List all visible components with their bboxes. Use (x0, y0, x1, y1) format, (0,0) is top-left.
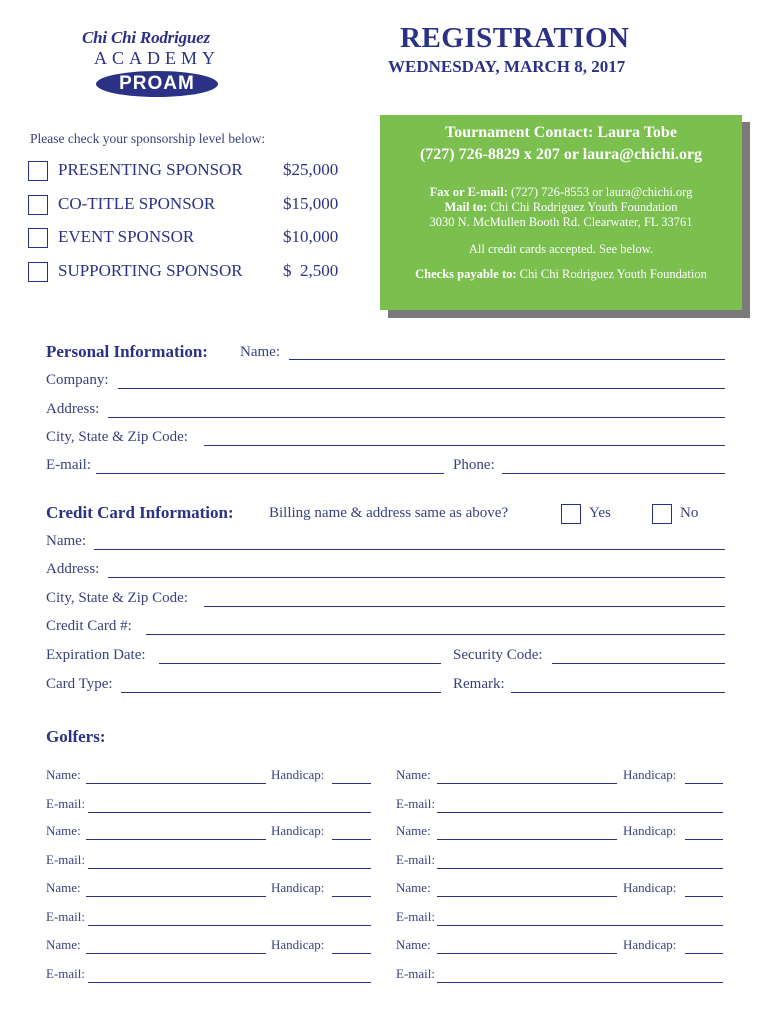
card-name-field[interactable] (94, 549, 725, 550)
golfer-handicap-field[interactable] (685, 839, 723, 840)
personal-address-field[interactable] (108, 417, 725, 418)
golfer-handicap-field[interactable] (685, 953, 723, 954)
sponsor-level-name: SUPPORTING SPONSOR (58, 261, 243, 280)
credit-card-heading: Credit Card Information: (46, 503, 234, 522)
golfer-email-label: E-mail: (396, 852, 435, 867)
card-address-field[interactable] (108, 577, 725, 578)
golfer-handicap-field[interactable] (332, 839, 371, 840)
golfer-name-field[interactable] (437, 783, 617, 784)
event-date: WEDNESDAY, MARCH 8, 2017 (388, 57, 626, 76)
personal-email-field[interactable] (96, 473, 444, 474)
contact-box (380, 115, 742, 310)
golfer-email-label: E-mail: (46, 852, 85, 867)
golfer-name-label: Name: (46, 823, 81, 838)
golfer-handicap-label: Handicap: (271, 937, 325, 952)
sponsor-level-price: $25,000 (283, 160, 339, 179)
golfer-handicap-field[interactable] (685, 896, 723, 897)
golfer-email-field[interactable] (437, 812, 723, 813)
contact-mail-line (380, 200, 742, 215)
personal-address-label: Address: (46, 401, 100, 417)
logo-text-academy: ACADEMY (94, 48, 221, 68)
contact-fax-line (380, 185, 742, 200)
golfer-handicap-field[interactable] (685, 783, 723, 784)
sponsor-checkbox-event[interactable] (28, 228, 48, 248)
golfer-name-label: Name: (396, 937, 431, 952)
sponsor-level-name: EVENT SPONSOR (58, 227, 195, 246)
personal-name-label: Name: (240, 344, 280, 360)
golfer-email-label: E-mail: (396, 966, 435, 981)
fax-value: (727) 726-8553 or laura@chichi.org (510, 185, 693, 199)
golfer-email-label: E-mail: (46, 966, 85, 981)
golfer-email-label: E-mail: (46, 796, 85, 811)
golfer-name-label: Name: (396, 823, 431, 838)
checks-value: Chi Chi Rodriguez Youth Foundation (519, 267, 707, 281)
company-field[interactable] (118, 388, 725, 389)
contact-address: 3030 N. McMullen Booth Rd. Clearwater, FL 33761 (429, 215, 693, 229)
golfer-handicap-label: Handicap: (623, 880, 677, 895)
billing-no-checkbox[interactable] (652, 504, 672, 524)
mail-value: Chi Chi Rodriguez Youth Foundation (490, 200, 678, 214)
logo-text-proam: PROAM (119, 73, 195, 94)
security-code-label: Security Code: (453, 647, 543, 663)
golfer-name-field[interactable] (437, 896, 617, 897)
golfer-email-label: E-mail: (396, 796, 435, 811)
golfer-handicap-field[interactable] (332, 783, 371, 784)
page-title: REGISTRATION (400, 22, 630, 54)
fax-label: Fax or E-mail: (429, 185, 508, 199)
checks-label: Checks payable to: (415, 267, 517, 281)
golfer-name-field[interactable] (437, 839, 617, 840)
personal-info-heading: Personal Information: (46, 342, 208, 361)
card-city-field[interactable] (204, 606, 725, 607)
credit-note: All credit cards accepted. See below. (468, 242, 654, 256)
card-number-field[interactable] (146, 634, 725, 635)
golfer-name-label: Name: (396, 767, 431, 782)
sponsor-checkbox-supporting[interactable] (28, 262, 48, 282)
personal-city-field[interactable] (204, 445, 725, 446)
card-name-label: Name: (46, 533, 86, 549)
phone-field[interactable] (502, 473, 725, 474)
billing-yes-label: Yes (589, 505, 611, 521)
card-number-label: Credit Card #: (46, 618, 132, 634)
golfer-email-field[interactable] (437, 925, 723, 926)
sponsor-level-name: CO-TITLE SPONSOR (58, 194, 216, 213)
contact-phone-email: (727) 726-8829 x 207 or laura@chichi.org (419, 146, 703, 163)
sponsor-checkbox-presenting[interactable] (28, 161, 48, 181)
golfer-name-field[interactable] (86, 896, 266, 897)
golfer-handicap-label: Handicap: (623, 823, 677, 838)
golfer-name-label: Name: (396, 880, 431, 895)
remark-field[interactable] (511, 692, 725, 693)
billing-question: Billing name & address same as above? (269, 505, 509, 521)
sponsor-level-name: PRESENTING SPONSOR (58, 160, 243, 179)
golfer-handicap-label: Handicap: (623, 937, 677, 952)
billing-yes-checkbox[interactable] (561, 504, 581, 524)
personal-email-label: E-mail: (46, 457, 91, 473)
golfer-handicap-label: Handicap: (271, 767, 325, 782)
card-address-label: Address: (46, 561, 100, 577)
golfer-email-field[interactable] (88, 982, 371, 983)
golfer-email-field[interactable] (437, 982, 723, 983)
golfer-name-label: Name: (46, 937, 81, 952)
expiration-field[interactable] (159, 663, 441, 664)
golfer-name-field[interactable] (437, 953, 617, 954)
golfer-name-field[interactable] (86, 953, 266, 954)
golfer-name-label: Name: (46, 880, 81, 895)
golfer-email-label: E-mail: (396, 909, 435, 924)
security-code-field[interactable] (552, 663, 725, 664)
billing-no-label: No (680, 505, 699, 521)
sponsor-level-price: $10,000 (283, 227, 339, 246)
golfer-handicap-field[interactable] (332, 953, 371, 954)
golfer-handicap-label: Handicap: (271, 880, 325, 895)
card-type-label: Card Type: (46, 676, 113, 692)
card-city-label: City, State & Zip Code: (46, 590, 188, 606)
company-label: Company: (46, 372, 109, 388)
golfer-name-field[interactable] (86, 783, 266, 784)
sponsor-level-price: $15,000 (283, 194, 339, 213)
golfer-email-field[interactable] (437, 868, 723, 869)
golfer-handicap-field[interactable] (332, 896, 371, 897)
contact-title: Tournament Contact: Laura Tobe (445, 124, 677, 141)
golfers-heading: Golfers: (46, 727, 106, 746)
expiration-label: Expiration Date: (46, 647, 146, 663)
mail-label: Mail to: (444, 200, 488, 214)
personal-name-field[interactable] (289, 359, 725, 360)
sponsorship-prompt: Please check your sponsorship level below: (30, 131, 266, 146)
golfer-handicap-label: Handicap: (271, 823, 325, 838)
golfer-email-label: E-mail: (46, 909, 85, 924)
golfer-email-field[interactable] (88, 812, 371, 813)
golfer-handicap-label: Handicap: (623, 767, 677, 782)
logo-proam-badge (96, 71, 218, 97)
sponsor-level-price: $ 2,500 (283, 261, 339, 280)
logo-text-top: Chi Chi Rodriguez (82, 28, 210, 47)
golfer-email-field[interactable] (88, 925, 371, 926)
remark-label: Remark: (453, 676, 505, 692)
phone-label: Phone: (453, 457, 495, 473)
sponsor-checkbox-cotitle[interactable] (28, 195, 48, 215)
golfer-email-field[interactable] (88, 868, 371, 869)
card-type-field[interactable] (121, 692, 441, 693)
personal-city-label: City, State & Zip Code: (46, 429, 188, 445)
golfer-name-field[interactable] (86, 839, 266, 840)
golfer-name-label: Name: (46, 767, 81, 782)
checks-line (380, 267, 742, 282)
